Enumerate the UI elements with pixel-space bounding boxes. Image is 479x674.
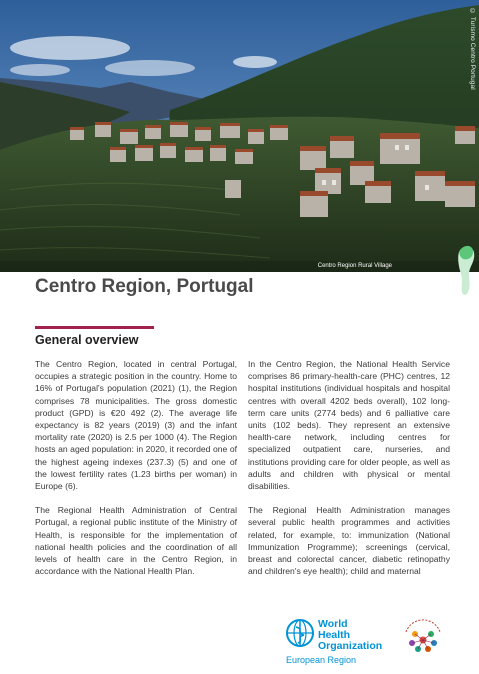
section-heading: General overview <box>35 333 139 347</box>
who-name-line1: World Health <box>318 618 351 641</box>
regions-for-health-network-logo <box>398 612 448 667</box>
who-emblem-icon <box>284 617 316 649</box>
left-paragraph-1: The Centro Region, located in central Portugal, occupies a strategic position in the country. Home to 16% of Portugal's population (2021) (1), the Region comprises 78 municipalities. The gross domestic product (GPD) is €20 492 (2). The average life expectancy is 82 years (2019) (3) and the infant mortality rate (2020) is 2.5 per 1000 (4). The Region hosts an aged population: in 2020, it recorded one of the highest ageing indexes (237.3) (5) and one of the lowest fertility rates (1.23 births per woman) in Europe (6). <box>35 359 237 492</box>
photo-caption: Centro Region Rural Village <box>317 263 392 269</box>
page-title: Centro Region, Portugal <box>35 276 254 297</box>
who-region: European Region <box>286 655 357 665</box>
who-name-line2: Organization <box>318 640 383 652</box>
who-logo <box>284 617 383 667</box>
right-paragraph-2: The Regional Health Administration manages several public health programmes and activities related, for example, to: immunization (National Immunization Programme); screenings (cervical, breast and colorectal cancer, diabetic retinopathy and children's eye health); child and maternal <box>248 505 450 577</box>
left-column <box>35 358 237 589</box>
portugal-region-map-icon <box>455 238 479 300</box>
hero-photo <box>0 0 479 272</box>
accent-rule <box>35 326 154 329</box>
right-column <box>248 358 450 589</box>
photo-credit: © Turismo Centro Portugal <box>469 8 476 90</box>
village-landscape-image <box>0 0 479 272</box>
who-name <box>318 619 382 652</box>
right-paragraph-1: In the Centro Region, the National Health Service comprises 86 primary-health-care (PHC) centres, 12 hospital institutions (individual hospitals and hospital centres with overall 4202 beds overall), 102 long-term care units (2774 beds) and 6 palliative care units (102 beds). They represent an extensive health-care network, including centres for specialized outpatient care, nurseries, and institutions providing care for older people, as well as adults and children with physical or mental disabilities. <box>248 359 450 492</box>
left-paragraph-2: The Regional Health Administration of Central Portugal, a regional public institute of the Ministry of Health, is responsible for the implementation of national health policies and the coordination of all levels of health care in the Centro Region, in accordance with the National Health Plan. <box>35 505 237 577</box>
